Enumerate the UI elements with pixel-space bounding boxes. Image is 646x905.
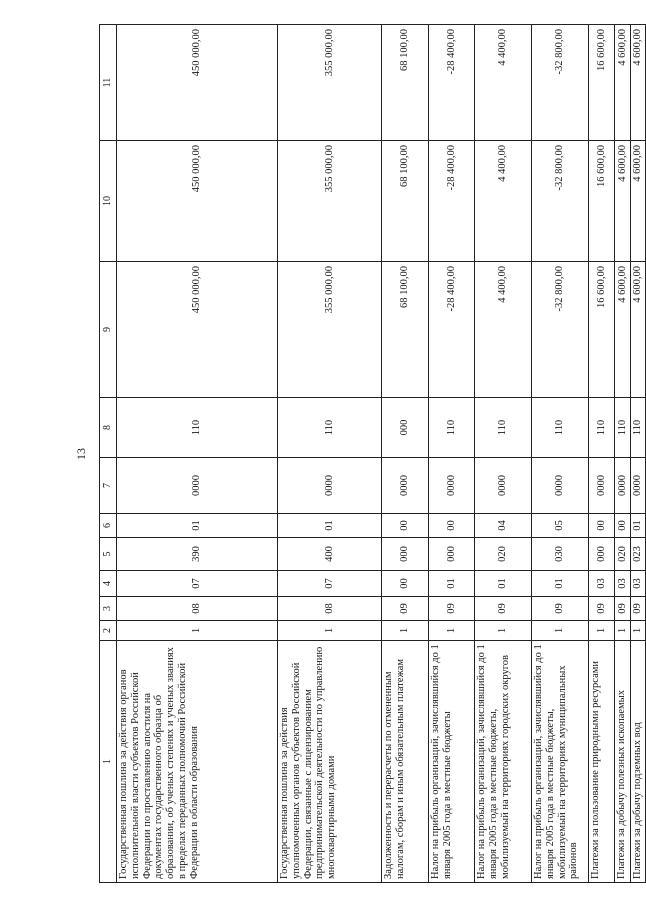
- table-row: [382, 25, 429, 883]
- code-cell: 01: [429, 571, 475, 597]
- row-description: Государственная пошлина за действия органов исполнительной власти субъектов Российской Федерации по проставлению апостиля на документах государственного образца об образовании, об ученых степенях и ученых званиях в пределах переданных полномочий Российской Федерации в области образования: [117, 641, 278, 883]
- code-cell: 00: [382, 571, 429, 597]
- code-cell: 08: [278, 597, 382, 621]
- code-cell: 1: [429, 621, 475, 641]
- row-description: Государственная пошлина за действия уполномоченных органов субъектов Российской Федерации, связанные с лицензированием предпринимательской деятельности по управлению многоквартирными домами: [278, 641, 382, 883]
- code-cell: 09: [475, 597, 532, 621]
- column-header: 9: [100, 262, 117, 398]
- code-cell: 03: [615, 571, 631, 597]
- page-number: 13: [74, 448, 88, 460]
- code-cell: 01: [475, 571, 532, 597]
- code-cell: 0000: [631, 458, 646, 514]
- code-cell: 1: [589, 621, 615, 641]
- code-cell: 000: [589, 538, 615, 571]
- amount-cell: 68 100,00: [382, 262, 429, 398]
- code-cell: 00: [589, 514, 615, 538]
- amount-cell: 450 000,00: [117, 262, 278, 398]
- row-description: Налог на прибыль организаций, зачислявшийся до 1 января 2005 года в местные бюджеты, мобилизуемый на территориях городских округов: [475, 641, 532, 883]
- code-cell: 1: [278, 621, 382, 641]
- code-cell: 01: [532, 571, 589, 597]
- table-row: [278, 25, 382, 883]
- code-cell: 110: [631, 398, 646, 458]
- amount-cell: 4 600,00: [631, 141, 646, 262]
- row-description: Налог на прибыль организаций, зачислявшийся до 1 января 2005 года в местные бюджеты, мобилизуемый на территориях муниципальных районов: [532, 641, 589, 883]
- code-cell: 020: [475, 538, 532, 571]
- code-cell: 04: [475, 514, 532, 538]
- code-cell: 1: [475, 621, 532, 641]
- table-row: [532, 25, 589, 883]
- amount-cell: 4 600,00: [631, 25, 646, 141]
- code-cell: 01: [631, 514, 646, 538]
- code-cell: 0000: [475, 458, 532, 514]
- code-cell: 1: [382, 621, 429, 641]
- header-row: [100, 25, 117, 883]
- code-cell: 000: [382, 398, 429, 458]
- table-row: [631, 25, 646, 883]
- column-header: 4: [100, 571, 117, 597]
- row-description: Платежи за добычу полезных ископаемых: [615, 641, 631, 883]
- code-cell: 1: [532, 621, 589, 641]
- column-header: 1: [100, 641, 117, 883]
- row-description: Платежи за пользование природными ресурсами: [589, 641, 615, 883]
- code-cell: 08: [117, 597, 278, 621]
- amount-cell: 68 100,00: [382, 25, 429, 141]
- column-header: 6: [100, 514, 117, 538]
- code-cell: 07: [278, 571, 382, 597]
- code-cell: 05: [532, 514, 589, 538]
- code-cell: 09: [615, 597, 631, 621]
- amount-cell: -28 400,00: [429, 25, 475, 141]
- code-cell: 390: [117, 538, 278, 571]
- amount-cell: 355 000,00: [278, 25, 382, 141]
- code-cell: 09: [532, 597, 589, 621]
- column-header: 5: [100, 538, 117, 571]
- amount-cell: -32 800,00: [532, 141, 589, 262]
- amount-cell: 4 600,00: [615, 141, 631, 262]
- amount-cell: 450 000,00: [117, 141, 278, 262]
- amount-cell: -32 800,00: [532, 262, 589, 398]
- code-cell: 0000: [429, 458, 475, 514]
- amount-cell: 355 000,00: [278, 141, 382, 262]
- amount-cell: 355 000,00: [278, 262, 382, 398]
- code-cell: 00: [429, 514, 475, 538]
- code-cell: 09: [589, 597, 615, 621]
- row-description: Задолженность и перерасчеты по отмененным налогам, сборам и иным обязательным платежам: [382, 641, 429, 883]
- code-cell: 01: [278, 514, 382, 538]
- amount-cell: 16 600,00: [589, 262, 615, 398]
- amount-cell: 450 000,00: [117, 25, 278, 141]
- amount-cell: 68 100,00: [382, 141, 429, 262]
- code-cell: 110: [429, 398, 475, 458]
- column-header: 3: [100, 597, 117, 621]
- code-cell: 09: [429, 597, 475, 621]
- budget-table: [99, 24, 646, 883]
- table-row: [117, 25, 278, 883]
- code-cell: 07: [117, 571, 278, 597]
- code-cell: 00: [382, 514, 429, 538]
- code-cell: 110: [532, 398, 589, 458]
- row-description: Платежи за добычу подземных вод: [631, 641, 646, 883]
- code-cell: 03: [589, 571, 615, 597]
- amount-cell: 4 400,00: [475, 141, 532, 262]
- code-cell: 110: [278, 398, 382, 458]
- amount-cell: -28 400,00: [429, 141, 475, 262]
- code-cell: 000: [382, 538, 429, 571]
- code-cell: 0000: [532, 458, 589, 514]
- code-cell: 0000: [589, 458, 615, 514]
- code-cell: 0000: [117, 458, 278, 514]
- code-cell: 0000: [278, 458, 382, 514]
- table-row: [429, 25, 475, 883]
- code-cell: 023: [631, 538, 646, 571]
- code-cell: 01: [117, 514, 278, 538]
- amount-cell: 4 600,00: [631, 262, 646, 398]
- column-header: 2: [100, 621, 117, 641]
- amount-cell: -32 800,00: [532, 25, 589, 141]
- code-cell: 000: [429, 538, 475, 571]
- column-header: 10: [100, 141, 117, 262]
- table-row: [475, 25, 532, 883]
- code-cell: 1: [117, 621, 278, 641]
- column-header: 8: [100, 398, 117, 458]
- code-cell: 400: [278, 538, 382, 571]
- amount-cell: 4 600,00: [615, 25, 631, 141]
- code-cell: 1: [615, 621, 631, 641]
- code-cell: 110: [117, 398, 278, 458]
- code-cell: 110: [615, 398, 631, 458]
- amount-cell: 16 600,00: [589, 25, 615, 141]
- code-cell: 020: [615, 538, 631, 571]
- code-cell: 09: [631, 597, 646, 621]
- code-cell: 1: [631, 621, 646, 641]
- column-header: 11: [100, 25, 117, 141]
- code-cell: 030: [532, 538, 589, 571]
- document-page: [69, 25, 644, 883]
- code-cell: 0000: [615, 458, 631, 514]
- code-cell: 0000: [382, 458, 429, 514]
- code-cell: 110: [589, 398, 615, 458]
- row-description: Налог на прибыль организаций, зачислявшийся до 1 января 2005 года в местные бюджеты: [429, 641, 475, 883]
- code-cell: 00: [615, 514, 631, 538]
- column-header: 7: [100, 458, 117, 514]
- code-cell: 03: [631, 571, 646, 597]
- code-cell: 110: [475, 398, 532, 458]
- amount-cell: 4 400,00: [475, 25, 532, 141]
- table-row: [589, 25, 615, 883]
- amount-cell: 4 400,00: [475, 262, 532, 398]
- amount-cell: 16 600,00: [589, 141, 615, 262]
- amount-cell: -28 400,00: [429, 262, 475, 398]
- amount-cell: 4 600,00: [615, 262, 631, 398]
- table-row: [615, 25, 631, 883]
- code-cell: 09: [382, 597, 429, 621]
